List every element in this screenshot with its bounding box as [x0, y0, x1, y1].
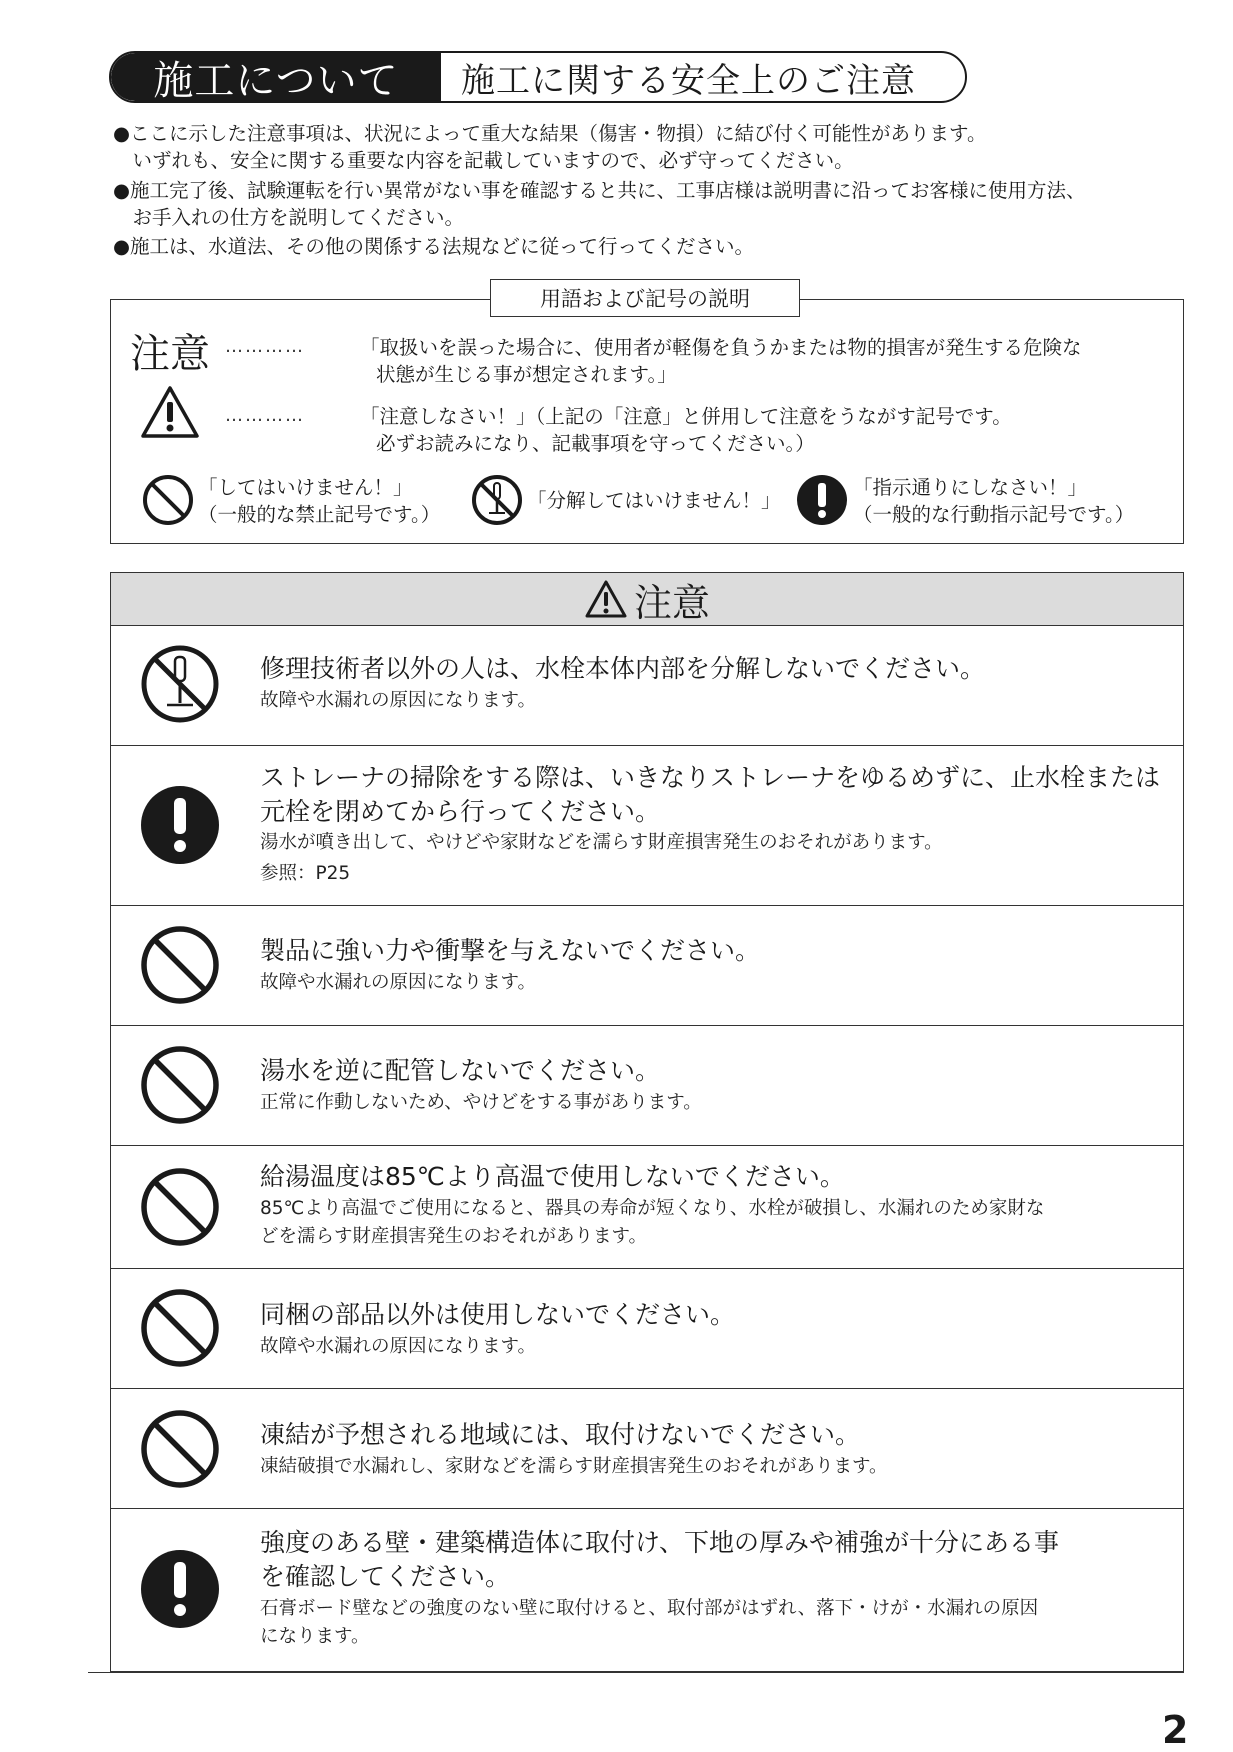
- caution-row-main: ストレーナの掃除をする際は、いきなりストレーナをゆるめずに、止水栓または: [260, 763, 1161, 792]
- page-number: 2: [1162, 1708, 1189, 1752]
- section-header: [109, 51, 967, 103]
- caution-row-main: 湯水を逆に配管しないでください。: [260, 1056, 661, 1085]
- caution-row-sub: 故障や水漏れの原因になります。: [260, 690, 537, 711]
- row-divider: [110, 1268, 1184, 1269]
- prohibition-icon: [139, 1044, 221, 1126]
- caution-row-main: 凍結が予想される地域には、取付けないでください。: [260, 1420, 861, 1449]
- prohibition-icon: [139, 1166, 221, 1248]
- caution-row-sub: 凍結破損で水漏れし、家財などを濡らす財産損害発生のおそれがあります。: [260, 1456, 888, 1477]
- caution-row-sub: どを濡らす財産損害発生のおそれがあります。: [260, 1226, 648, 1247]
- caution-definition: 「取扱いを誤った場合に、使用者が軽傷を負うかまたは物的損害が発生する危険な: [360, 336, 1082, 359]
- caution-table: [110, 572, 1184, 1672]
- mandatory-action-icon: [795, 473, 849, 527]
- prohibition-icon: [139, 1408, 221, 1490]
- caution-heading: 注意: [633, 580, 710, 625]
- caution-row-sub: 参照：P25: [260, 863, 351, 884]
- footer-rule: [88, 1672, 1184, 1673]
- caution-row-main: 修理技術者以外の人は、水栓本体内部を分解しないでください。: [260, 654, 986, 683]
- caution-row-sub: 故障や水漏れの原因になります。: [260, 972, 537, 993]
- intro-line: ●施工完了後、試験運転を行い異常がない事を確認すると共に、工事店様は説明書に沿ってお客様に使用方法、: [113, 179, 1086, 202]
- mandatory-action-icon: [139, 1548, 221, 1630]
- row-divider: [110, 1145, 1184, 1146]
- disassemble-label: 「分解してはいけません！」: [527, 489, 781, 512]
- caution-row-main: 元栓を閉めてから行ってください。: [260, 797, 661, 826]
- instruct-desc: （一般的な行動指示記号です。）: [853, 503, 1135, 526]
- caution-row-main: を確認してください。: [260, 1562, 511, 1591]
- intro-line: ●ここに示した注意事項は、状況によって重大な結果（傷害・物損）に結び付く可能性があります。: [113, 122, 987, 145]
- prohibition-icon: [141, 473, 195, 527]
- caution-definition: 状態が生じる事が想定されます。」: [376, 363, 677, 386]
- caution-row-sub: 湯水が噴き出して、やけどや家財などを濡らす財産損害発生のおそれがあります。: [260, 832, 943, 853]
- caution-row-main: 強度のある壁・建築構造体に取付け、下地の厚みや補強が十分にある事: [260, 1528, 1060, 1557]
- instruct-label: 「指示通りにしなさい！」: [853, 476, 1088, 499]
- triangle-definition: 「注意しなさい！」（上記の「注意」と併用して注意をうながす記号です。: [360, 405, 1012, 428]
- intro-line: いずれも、安全に関する重要な内容を記載していますので、必ず守ってください。: [113, 149, 854, 172]
- row-divider: [110, 905, 1184, 906]
- leader-dots: …………: [225, 405, 305, 426]
- caution-row-sub: 85℃より高温でご使用になると、器具の寿命が短くなり、水栓が破損し、水漏れのため家財な: [260, 1198, 1045, 1219]
- row-divider: [110, 1025, 1184, 1026]
- prohibition-icon: [139, 1287, 221, 1369]
- caution-row-sub: 正常に作動しないため、やけどをする事があります。: [260, 1092, 702, 1113]
- caution-row-main: 同梱の部品以外は使用しないでください。: [260, 1300, 736, 1329]
- section-subtitle: 施工に関する安全上のご注意: [461, 60, 916, 101]
- row-divider: [110, 1508, 1184, 1509]
- warning-triangle-icon: [140, 385, 200, 439]
- caution-row-sub: 石膏ボード壁などの強度のない壁に取付けると、取付部がはずれ、落下・けが・水漏れの原因: [260, 1598, 1039, 1619]
- intro-line: ●施工は、水道法、その他の関係する法規などに従って行ってください。: [113, 235, 755, 258]
- row-divider: [110, 1388, 1184, 1389]
- no-disassembly-icon: [139, 643, 221, 725]
- caution-row-sub: 故障や水漏れの原因になります。: [260, 1336, 537, 1357]
- prohibit-label: 「してはいけません！」: [198, 476, 413, 499]
- mandatory-action-icon: [139, 784, 221, 866]
- prohibit-desc: （一般的な禁止記号です。）: [198, 503, 441, 526]
- leader-dots: …………: [225, 336, 305, 357]
- section-title: 施工について: [111, 53, 441, 101]
- caution-word: 注意: [130, 331, 210, 377]
- legend-title: 用語および記号の説明: [490, 279, 800, 317]
- no-disassembly-icon: [470, 473, 524, 527]
- caution-row-main: 給湯温度は85℃より高温で使用しないでください。: [260, 1162, 845, 1191]
- caution-row-main: 製品に強い力や衝撃を与えないでください。: [260, 936, 761, 965]
- intro-line: お手入れの仕方を説明してください。: [113, 206, 465, 229]
- triangle-definition: 必ずお読みになり、記載事項を守ってください。）: [376, 432, 815, 455]
- warning-triangle-icon: [584, 579, 628, 619]
- caution-table-header: [110, 572, 1184, 626]
- caution-row-sub: になります。: [260, 1626, 370, 1647]
- row-divider: [110, 745, 1184, 746]
- prohibition-icon: [139, 924, 221, 1006]
